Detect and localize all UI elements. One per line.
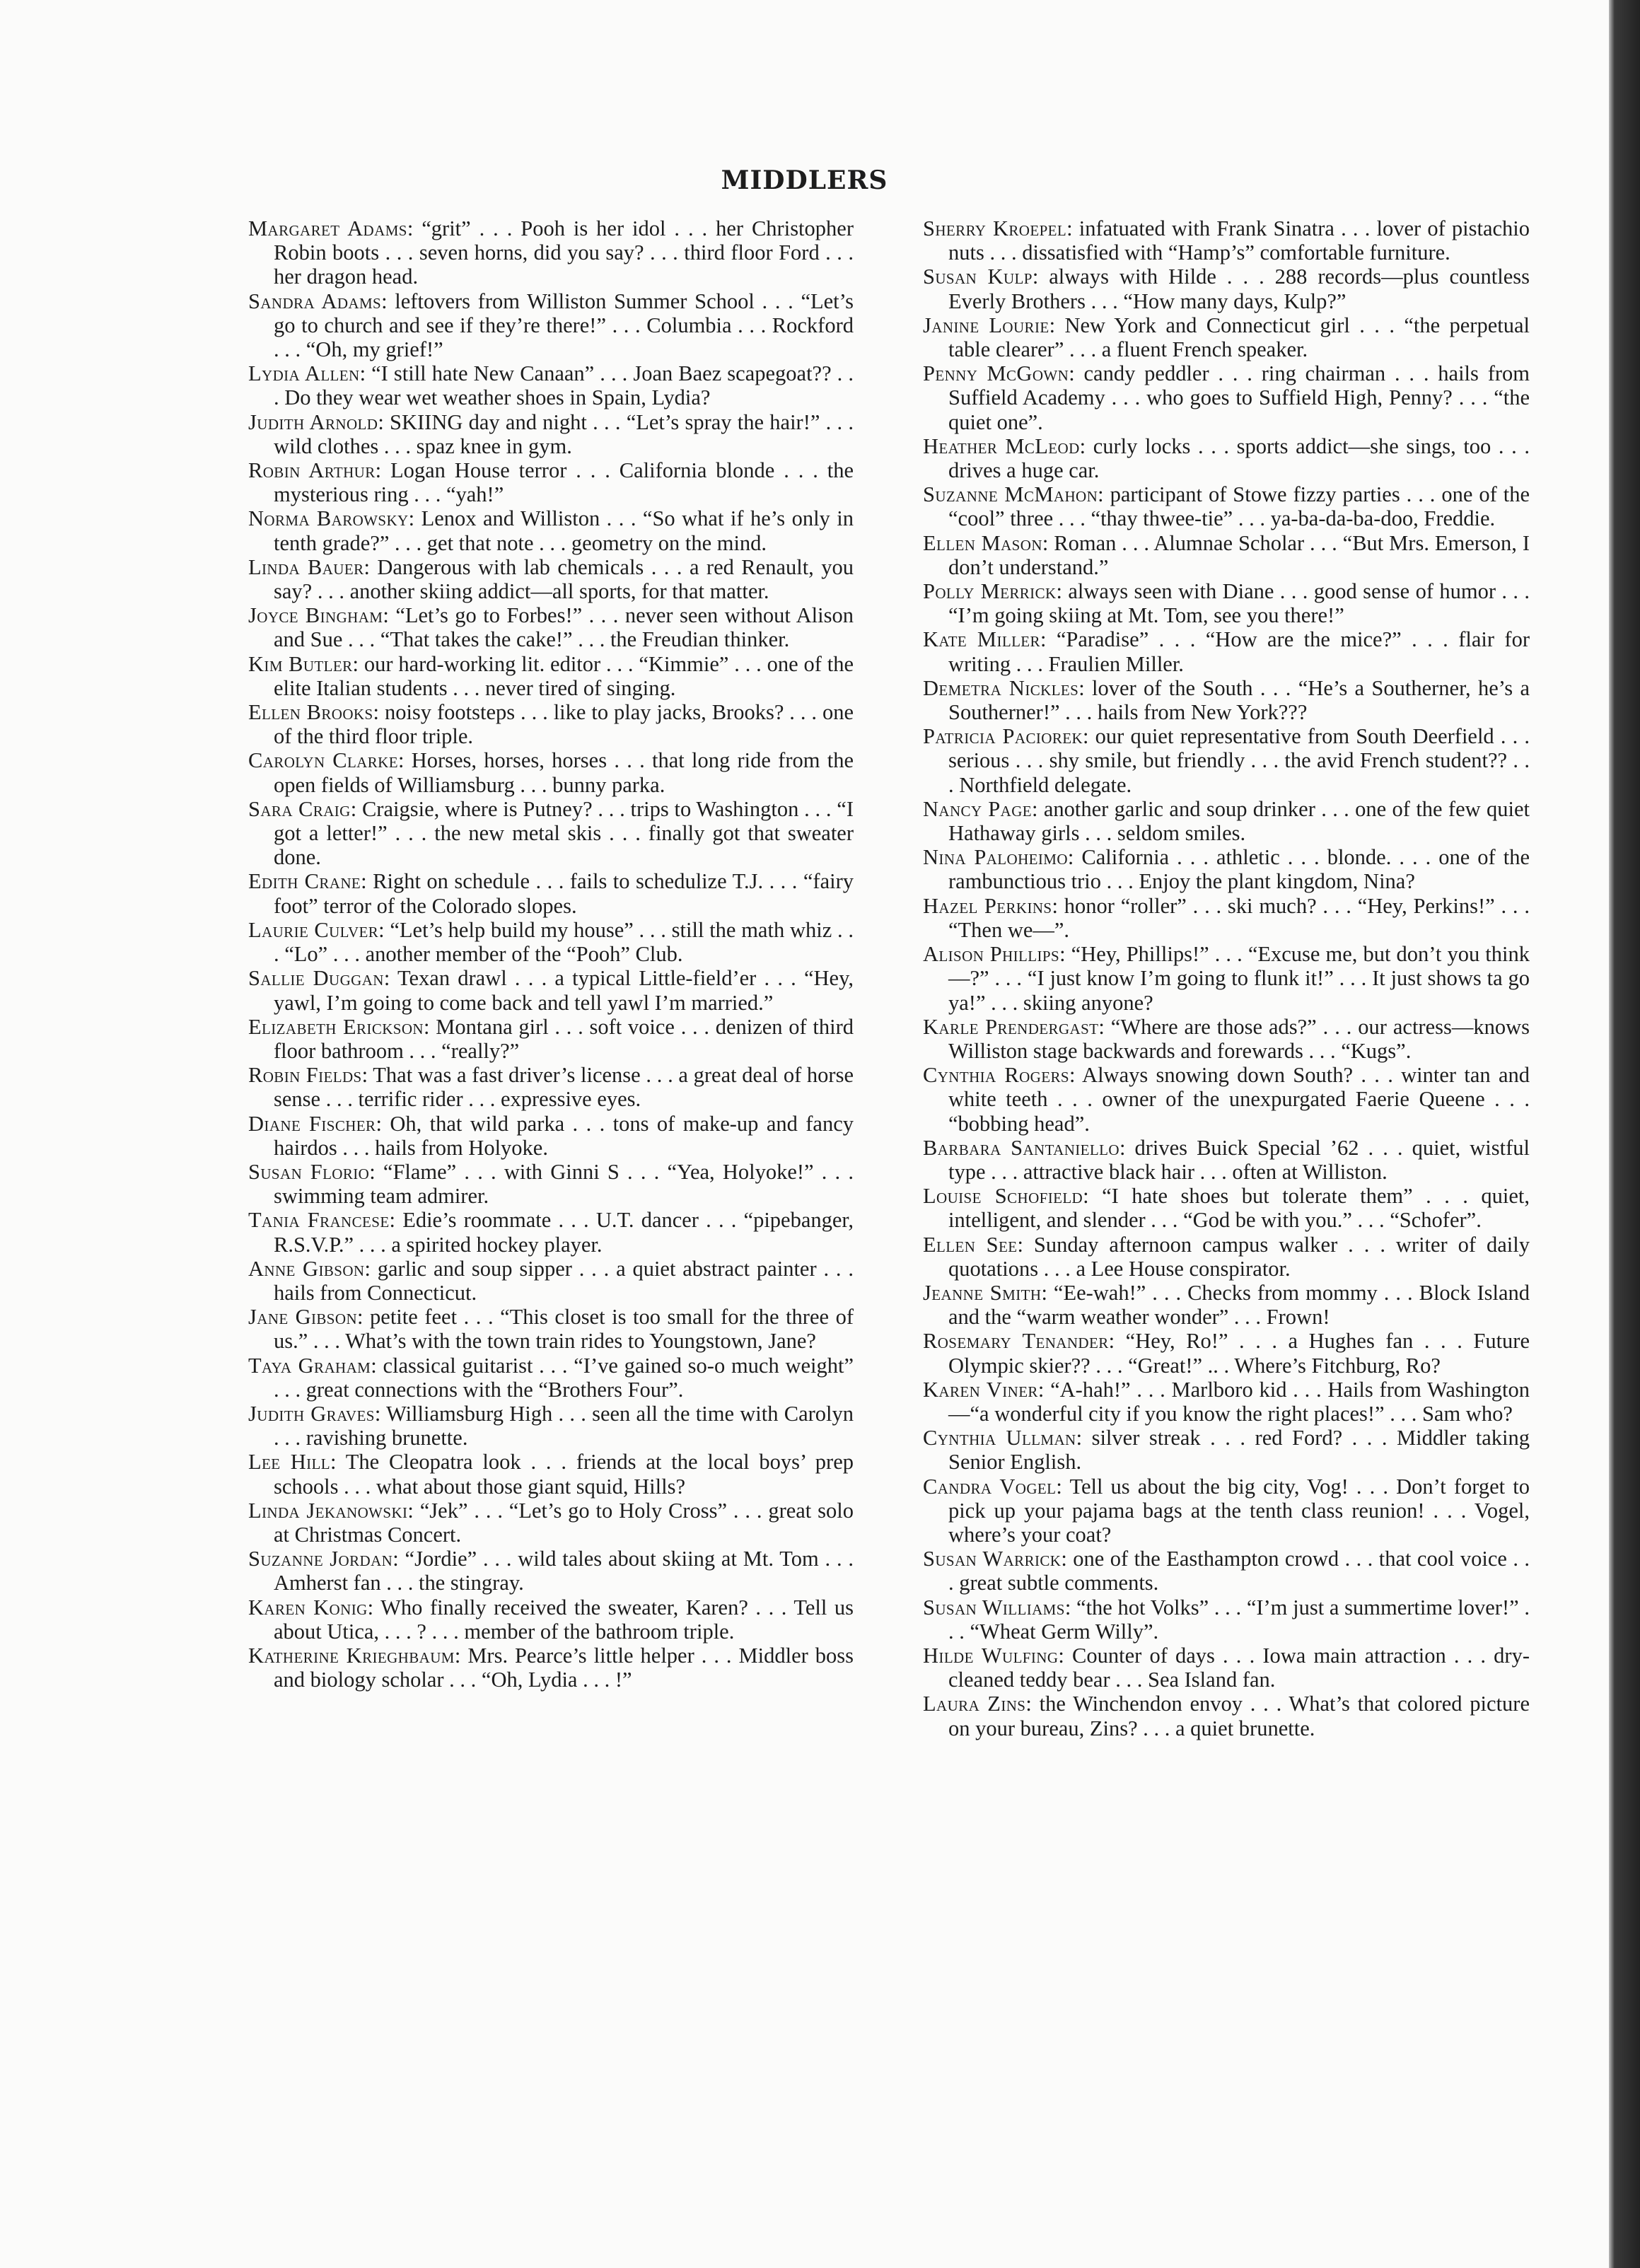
student-entry: Susan Warrick: one of the Easthampton crowd . . . that cool voice . . . great subtle comments. (923, 1547, 1530, 1595)
student-name: Anne Gibson (248, 1256, 365, 1281)
student-description: noisy footsteps . . . like to play jacks, Brooks? . . . one of the third floor triple. (274, 700, 854, 749)
student-description: “Let’s help build my house” . . . still the math whiz . . . “Lo” . . . another member of the “Pooh” Club. (274, 917, 854, 967)
student-entry: Hilde Wulfing: Counter of days . . . Iowa main attraction . . . dry-cleaned teddy bear . . . Sea Island fan. (923, 1643, 1530, 1692)
student-description: honor “roller” . . . ski much? . . . “Hey, Perkins!” . . . “Then we—”. (948, 893, 1530, 942)
student-description: Craigsie, where is Putney? . . . trips to Washington . . . “I got a letter!” . . . the new metal skis . . . finally got that sweater done. (274, 796, 854, 870)
student-description: “grit” . . . Pooh is her idol . . . her Christopher Robin boots . . . seven horns, did you say? . . . third floor Ford . . . her dragon head. (274, 216, 854, 289)
student-description: candy peddler . . . ring chairman . . . hails from Suffield Academy . . . who goes to Suffield High, Penny? . . . “the quiet one”. (948, 361, 1530, 434)
student-entry: Louise Schofield: “I hate shoes but tolerate them” . . . quiet, intelligent, and slender . . . “God be with you.” . . . “Schofer”. (923, 1184, 1530, 1233)
student-entry: Susan Florio: “Flame” . . . with Ginni S . . . “Yea, Holyoke!” . . . swimming team admirer. (248, 1159, 854, 1209)
student-entry: Heather McLeod: curly locks . . . sports addict—she sings, too . . . drives a huge car. (923, 434, 1530, 483)
student-name: Alison Phillips (923, 942, 1060, 967)
student-description: always with Hilde . . . 288 records—plus countless Everly Brothers . . . “How many days, Kulp?” (948, 264, 1530, 313)
student-entry: Diane Fischer: Oh, that wild parka . . . tons of make-up and fancy hairdos . . . hails from Holyoke. (248, 1111, 854, 1160)
student-entry: Jane Gibson: petite feet . . . “This closet is too small for the three of us.” . . . What’s with the town train rides to Youngstown, Jane? (248, 1305, 854, 1354)
student-description: “Let’s go to Forbes!” . . . never seen without Alison and Sue . . . “That takes the cake!” . . . the Freudian thinker. (274, 603, 854, 652)
student-description: Who finally received the sweater, Karen? . . . Tell us about Utica, . . . ? . . . member of the bathroom triple. (274, 1595, 854, 1644)
student-name: Suzanne Jordan (248, 1547, 393, 1571)
student-description: Roman . . . Alumnae Scholar . . . “But Mrs. Emerson, I don’t understand.” (948, 530, 1530, 579)
student-description: That was a fast driver’s license . . . a great deal of horse sense . . . terrific rider . . . expressive eyes. (274, 1063, 854, 1112)
student-name: Sallie Duggan (248, 966, 384, 991)
student-entry: Lydia Allen: “I still hate New Canaan” . . . Joan Baez scapegoat?? . . . Do they wear wet weather shoes in Spain, Lydia? (248, 361, 854, 410)
student-name: Carolyn Clarke (248, 748, 398, 773)
student-name: Diane Fischer (248, 1111, 376, 1136)
student-name: Patricia Paciorek (923, 724, 1083, 749)
student-name: Susan Warrick (923, 1547, 1062, 1571)
student-entry: Norma Barowsky: Lenox and Williston . . . “So what if he’s only in tenth grade?” . . . get that note . . . geometry on the mind. (248, 506, 854, 555)
student-description: Sunday afternoon campus walker . . . writer of daily quotations . . . a Lee House conspirator. (948, 1232, 1530, 1281)
student-description: Dangerous with lab chemicals . . . a red Renault, you say? . . . another skiing addict—all sports, for that matter. (274, 554, 854, 604)
student-name: Robin Fields (248, 1063, 362, 1088)
student-description: “I hate shoes but tolerate them” . . . quiet, intelligent, and slender . . . “God be with you.” . . . “Schofer”. (948, 1184, 1530, 1233)
student-name: Lydia Allen (248, 361, 360, 386)
student-name: Ellen Mason (923, 530, 1042, 555)
student-entry: Elizabeth Erickson: Montana girl . . . soft voice . . . denizen of third floor bathroom . . . “really?” (248, 1014, 854, 1063)
student-entry: Karen Konig: Who finally received the sweater, Karen? . . . Tell us about Utica, . . . ? . . . member of the bathroom triple. (248, 1595, 854, 1644)
student-entry: Kim Butler: our hard-working lit. editor . . . “Kimmie” . . . one of the elite Italian students . . . never tired of singing. (248, 651, 854, 700)
student-entry: Sara Craig: Craigsie, where is Putney? . . . trips to Washington . . . “I got a letter!” . . . the new metal skis . . . finally got that sweater done. (248, 796, 854, 870)
student-name: Susan Kulp (923, 264, 1033, 289)
student-name: Katherine Krieghbaum (248, 1643, 455, 1668)
student-description: participant of Stowe fizzy parties . . . one of the “cool” three . . . “thay thwee-tie” . . . ya-ba-da-ba-doo, Freddie. (948, 482, 1530, 531)
student-name: Candra Vogel (923, 1474, 1057, 1499)
student-entry: Ellen Mason: Roman . . . Alumnae Scholar . . . “But Mrs. Emerson, I don’t understand.” (923, 530, 1530, 579)
student-description: “Flame” . . . with Ginni S . . . “Yea, Holyoke!” . . . swimming team admirer. (274, 1159, 854, 1209)
student-description: infatuated with Frank Sinatra . . . lover of pistachio nuts . . . dissatisfied with “Hamp’s” comfortable furniture. (948, 216, 1530, 265)
student-entry: Ellen Brooks: noisy footsteps . . . like to play jacks, Brooks? . . . one of the third floor triple. (248, 700, 854, 749)
student-entry: Laurie Culver: “Let’s help build my house” . . . still the math whiz . . . “Lo” . . . another member of the “Pooh” Club. (248, 917, 854, 967)
student-name: Nina Paloheimo (923, 845, 1068, 870)
scan-edge (1609, 0, 1640, 2268)
student-entry: Robin Arthur: Logan House terror . . . California blonde . . . the mysterious ring . . . “yah!” (248, 458, 854, 507)
student-description: Counter of days . . . Iowa main attraction . . . dry-cleaned teddy bear . . . Sea Island fan. (948, 1643, 1530, 1692)
student-entry: Judith Arnold: SKIING day and night . . . “Let’s spray the hair!” . . . wild clothes . . . spaz knee in gym. (248, 409, 854, 458)
student-entry: Alison Phillips: “Hey, Phillips!” . . . “Excuse me, but don’t you think—?” . . . “I just know I’m going to flunk it!” . . . It just shows ta go ya!” . . . skiing anyone? (923, 942, 1530, 1015)
right-column (923, 216, 1530, 1740)
student-description: California . . . athletic . . . blonde. . . . one of the rambunctious trio . . . Enjoy the plant kingdom, Nina? (948, 845, 1530, 894)
student-name: Karen Viner (923, 1377, 1038, 1402)
student-description: “I still hate New Canaan” . . . Joan Baez scapegoat?? . . . Do they wear wet weather shoes in Spain, Lydia? (274, 361, 854, 410)
student-name: Rosemary Tenander (923, 1329, 1109, 1354)
student-description: always seen with Diane . . . good sense of humor . . . “I’m going skiing at Mt. Tom, see you there!” (948, 579, 1530, 628)
student-entry: Robin Fields: That was a fast driver’s license . . . a great deal of horse sense . . . terrific rider . . . expressive eyes. (248, 1063, 854, 1112)
student-name: Susan Williams (923, 1595, 1065, 1619)
student-name: Lee Hill (248, 1450, 330, 1475)
student-entry: Joyce Bingham: “Let’s go to Forbes!” . . . never seen without Alison and Sue . . . “That takes the cake!” . . . the Freudian thinker. (248, 603, 854, 652)
student-entry: Edith Crane: Right on schedule . . . fails to schedulize T.J. . . . “fairy foot” terror of the Colorado slopes. (248, 869, 854, 918)
student-name: Susan Florio (248, 1159, 370, 1184)
student-name: Ellen Brooks (248, 700, 373, 725)
student-name: Barbara Santaniello (923, 1135, 1119, 1160)
student-description: petite feet . . . “This closet is too small for the three of us.” . . . What’s with the town train rides to Youngstown, Jane? (274, 1305, 854, 1354)
student-description: Lenox and Williston . . . “So what if he’s only in tenth grade?” . . . get that note . . . geometry on the mind. (274, 506, 854, 555)
student-description: our hard-working lit. editor . . . “Kimmie” . . . one of the elite Italian students . . . never tired of singing. (274, 651, 854, 700)
student-entry: Carolyn Clarke: Horses, horses, horses . . . that long ride from the open fields of Williamsburg . . . bunny parka. (248, 748, 854, 797)
student-description: “Where are those ads?” . . . our actress—knows Williston stage backwards and forewards . . . “Kugs”. (948, 1014, 1530, 1063)
student-entry: Penny McGown: candy peddler . . . ring chairman . . . hails from Suffield Academy . . . who goes to Suffield High, Penny? . . . “the quiet one”. (923, 361, 1530, 434)
student-entry: Suzanne McMahon: participant of Stowe fizzy parties . . . one of the “cool” three . . . “thay thwee-tie” . . . ya-ba-da-ba-doo, Freddie. (923, 482, 1530, 531)
student-entry: Cynthia Rogers: Always snowing down South? . . . winter tan and white teeth . . . owner of the unexpurgated Faerie Queene . . . “bobbing head”. (923, 1063, 1530, 1136)
student-description: Right on schedule . . . fails to schedulize T.J. . . . “fairy foot” terror of the Colorado slopes. (274, 869, 854, 918)
student-name: Cynthia Ullman (923, 1426, 1076, 1450)
page-title: MIDDLERS (721, 165, 888, 195)
student-name: Sandra Adams (248, 289, 382, 313)
student-name: Kim Butler (248, 651, 353, 676)
student-description: “A-hah!” . . . Marlboro kid . . . Hails from Washington—“a wonderful city if you know the right places!” . . . Sam who? (948, 1377, 1530, 1426)
student-name: Joyce Bingham (248, 603, 383, 628)
student-name: Laurie Culver (248, 917, 379, 942)
student-entry: Karen Viner: “A-hah!” . . . Marlboro kid . . . Hails from Washington—“a wonderful city if you know the right places!” . . . Sam who? (923, 1377, 1530, 1426)
student-description: SKIING day and night . . . “Let’s spray the hair!” . . . wild clothes . . . spaz knee in gym. (274, 409, 854, 458)
student-description: “Hey, Ro!” . . . a Hughes fan . . . Future Olympic skier?? . . . “Great!” .. . Where’s Fitchburg, Ro? (948, 1329, 1530, 1378)
student-description: classical guitarist . . . “I’ve gained so-o much weight” . . . great connections with the “Brothers Four”. (274, 1353, 854, 1402)
student-name: Karen Konig (248, 1595, 368, 1619)
student-entry: Tania Francese: Edie’s roommate . . . U.T. dancer . . . “pipebanger, R.S.V.P.” . . . a spirited hockey player. (248, 1208, 854, 1257)
student-name: Hazel Perkins (923, 893, 1052, 918)
student-description: Always snowing down South? . . . winter tan and white teeth . . . owner of the unexpurgated Faerie Queene . . . “bobbing head”. (948, 1063, 1530, 1136)
student-entry: Taya Graham: classical guitarist . . . “I’ve gained so-o much weight” . . . great connections with the “Brothers Four”. (248, 1353, 854, 1402)
student-entry: Margaret Adams: “grit” . . . Pooh is her idol . . . her Christopher Robin boots . . . seven horns, did you say? . . . third floor Ford . . . her dragon head. (248, 216, 854, 289)
student-name: Sherry Kroepel (923, 216, 1067, 240)
student-entry: Hazel Perkins: honor “roller” . . . ski much? . . . “Hey, Perkins!” . . . “Then we—”. (923, 893, 1530, 942)
student-description: Tell us about the big city, Vog! . . . Don’t forget to pick up your pajama bags at the tenth class reunion! . . . Vogel, where’s your coat? (948, 1474, 1530, 1547)
student-description: Edie’s roommate . . . U.T. dancer . . . “pipebanger, R.S.V.P.” . . . a spirited hockey player. (274, 1208, 854, 1257)
student-description: “Hey, Phillips!” . . . “Excuse me, but don’t you think—?” . . . “I just know I’m going to flunk it!” . . . It just shows ta go ya!” . . . skiing anyone? (948, 942, 1530, 1015)
student-description: curly locks . . . sports addict—she sings, too . . . drives a huge car. (948, 434, 1530, 483)
student-description: our quiet representative from South Deerfield . . . serious . . . shy smile, but friendly . . . the avid French student?? . . . Northfield delegate. (948, 724, 1530, 797)
student-entry: Lee Hill: The Cleopatra look . . . friends at the local boys’ prep schools . . . what about those giant squid, Hills? (248, 1450, 854, 1499)
student-name: Karle Prendergast (923, 1014, 1099, 1039)
student-entry: Katherine Krieghbaum: Mrs. Pearce’s little helper . . . Middler boss and biology scholar . . . “Oh, Lydia . . . !” (248, 1643, 854, 1692)
student-name: Heather McLeod (923, 434, 1080, 458)
left-column (248, 216, 854, 1692)
student-description: “Ee-wah!” . . . Checks from mommy . . . Block Island and the “warm weather wonder” . . . Frown! (948, 1280, 1530, 1330)
student-name: Judith Arnold (248, 409, 378, 434)
student-name: Norma Barowsky (248, 506, 409, 531)
student-entry: Nina Paloheimo: California . . . athletic . . . blonde. . . . one of the rambunctious trio . . . Enjoy the plant kingdom, Nina? (923, 845, 1530, 894)
student-entry: Linda Bauer: Dangerous with lab chemicals . . . a red Renault, you say? . . . another skiing addict—all sports, for that matter. (248, 554, 854, 604)
student-name: Cynthia Rogers (923, 1063, 1069, 1088)
student-name: Judith Graves (248, 1401, 375, 1426)
student-name: Jane Gibson (248, 1305, 358, 1330)
student-name: Ellen See (923, 1232, 1018, 1257)
student-name: Janine Lourie (923, 313, 1049, 337)
student-name: Demetra Nickles (923, 675, 1079, 700)
student-entry: Ellen See: Sunday afternoon campus walker . . . writer of daily quotations . . . a Lee House conspirator. (923, 1232, 1530, 1281)
student-description: Texan drawl . . . a typical Little-field’er . . . “Hey, yawl, I’m going to come back and tell yawl I’m married.” (274, 966, 854, 1015)
student-name: Nancy Page (923, 796, 1033, 821)
student-entry: Judith Graves: Williamsburg High . . . seen all the time with Carolyn . . . ravishing brunette. (248, 1401, 854, 1450)
student-description: Oh, that wild parka . . . tons of make-up and fancy hairdos . . . hails from Holyoke. (274, 1111, 854, 1160)
student-entry: Laura Zins: the Winchendon envoy . . . What’s that colored picture on your bureau, Zins? . . . a quiet brunette. (923, 1692, 1530, 1740)
student-entry: Polly Merrick: always seen with Diane . . . good sense of humor . . . “I’m going skiing at Mt. Tom, see you there!” (923, 579, 1530, 628)
student-description: “Jek” . . . “Let’s go to Holy Cross” . . . great solo at Christmas Concert. (274, 1498, 854, 1547)
student-name: Suzanne McMahon (923, 482, 1098, 507)
student-name: Laura Zins (923, 1692, 1026, 1716)
student-entry: Demetra Nickles: lover of the South . . . “He’s a Southerner, he’s a Southerner!” . . . hails from New York??? (923, 675, 1530, 725)
student-name: Tania Francese (248, 1208, 390, 1233)
student-entry: Cynthia Ullman: silver streak . . . red Ford? . . . Middler taking Senior English. (923, 1426, 1530, 1475)
student-description: New York and Connecticut girl . . . “the perpetual table clearer” . . . a fluent French speaker. (948, 313, 1530, 362)
student-description: garlic and soup sipper . . . a quiet abstract painter . . . hails from Connecticut. (274, 1256, 854, 1305)
student-description: Mrs. Pearce’s little helper . . . Middler boss and biology scholar . . . “Oh, Lydia . . . !” (274, 1643, 854, 1692)
student-description: Horses, horses, horses . . . that long ride from the open fields of Williamsburg . . . bunny parka. (274, 748, 854, 797)
student-entry: Sandra Adams: leftovers from Williston Summer School . . . “Let’s go to church and see if they’re there!” . . . Columbia . . . Rockford . . . “Oh, my grief!” (248, 289, 854, 362)
student-name: Polly Merrick (923, 579, 1057, 604)
student-entry: Anne Gibson: garlic and soup sipper . . . a quiet abstract painter . . . hails from Connecticut. (248, 1256, 854, 1305)
student-description: another garlic and soup drinker . . . one of the few quiet Hathaway girls . . . seldom smiles. (948, 796, 1530, 846)
student-entry: Jeanne Smith: “Ee-wah!” . . . Checks from mommy . . . Block Island and the “warm weather wonder” . . . Frown! (923, 1280, 1530, 1330)
student-name: Margaret Adams (248, 216, 407, 240)
student-entry: Barbara Santaniello: drives Buick Special ’62 . . . quiet, wistful type . . . attractive black hair . . . often at Williston. (923, 1135, 1530, 1184)
student-entry: Karle Prendergast: “Where are those ads?” . . . our actress—knows Williston stage backwards and forewards . . . “Kugs”. (923, 1014, 1530, 1063)
student-entry: Candra Vogel: Tell us about the big city, Vog! . . . Don’t forget to pick up your pajama bags at the tenth class reunion! . . . Vogel, where’s your coat? (923, 1474, 1530, 1547)
student-entry: Janine Lourie: New York and Connecticut girl . . . “the perpetual table clearer” . . . a fluent French speaker. (923, 313, 1530, 362)
student-name: Louise Schofield (923, 1184, 1083, 1209)
student-description: one of the Easthampton crowd . . . that cool voice . . . great subtle comments. (948, 1547, 1530, 1595)
student-name: Penny McGown (923, 361, 1069, 386)
student-name: Kate Miller (923, 627, 1040, 652)
student-description: silver streak . . . red Ford? . . . Middler taking Senior English. (948, 1426, 1530, 1475)
student-name: Hilde Wulfing (923, 1643, 1059, 1668)
student-description: The Cleopatra look . . . friends at the local boys’ prep schools . . . what about those giant squid, Hills? (274, 1450, 854, 1499)
student-name: Linda Jekanowski (248, 1498, 408, 1523)
student-name: Edith Crane (248, 869, 361, 894)
student-description: Williamsburg High . . . seen all the time with Carolyn . . . ravishing brunette. (274, 1401, 854, 1450)
student-description: “Jordie” . . . wild tales about skiing at Mt. Tom . . . Amherst fan . . . the stingray. (274, 1547, 854, 1595)
student-entry: Nancy Page: another garlic and soup drinker . . . one of the few quiet Hathaway girls . . . seldom smiles. (923, 796, 1530, 846)
student-entry: Sherry Kroepel: infatuated with Frank Sinatra . . . lover of pistachio nuts . . . dissatisfied with “Hamp’s” comfortable furniture. (923, 216, 1530, 265)
student-name: Elizabeth Erickson (248, 1014, 424, 1039)
student-description: Logan House terror . . . California blonde . . . the mysterious ring . . . “yah!” (274, 458, 854, 507)
student-name: Sara Craig (248, 796, 351, 821)
student-name: Taya Graham (248, 1353, 371, 1378)
student-name: Jeanne Smith (923, 1280, 1042, 1305)
student-description: “the hot Volks” . . . “I’m just a summertime lover!” . . . “Wheat Germ Willy”. (948, 1595, 1530, 1644)
student-description: lover of the South . . . “He’s a Southerner, he’s a Southerner!” . . . hails from New York??? (948, 675, 1530, 725)
student-entry: Kate Miller: “Paradise” . . . “How are the mice?” . . . flair for writing . . . Fraulien Miller. (923, 627, 1530, 676)
student-entry: Suzanne Jordan: “Jordie” . . . wild tales about skiing at Mt. Tom . . . Amherst fan . . . the stingray. (248, 1547, 854, 1595)
student-entry: Linda Jekanowski: “Jek” . . . “Let’s go to Holy Cross” . . . great solo at Christmas Concert. (248, 1498, 854, 1547)
student-entry: Rosemary Tenander: “Hey, Ro!” . . . a Hughes fan . . . Future Olympic skier?? . . . “Great!” .. . Where’s Fitchburg, Ro? (923, 1329, 1530, 1378)
student-entry: Sallie Duggan: Texan drawl . . . a typical Little-field’er . . . “Hey, yawl, I’m going to come back and tell yawl I’m married.” (248, 966, 854, 1015)
student-description: “Paradise” . . . “How are the mice?” . . . flair for writing . . . Fraulien Miller. (948, 627, 1530, 676)
student-entry: Susan Williams: “the hot Volks” . . . “I’m just a summertime lover!” . . . “Wheat Germ Willy”. (923, 1595, 1530, 1644)
student-name: Robin Arthur (248, 458, 376, 483)
student-description: drives Buick Special ’62 . . . quiet, wistful type . . . attractive black hair . . . often at Williston. (948, 1135, 1530, 1184)
student-description: Montana girl . . . soft voice . . . denizen of third floor bathroom . . . “really?” (274, 1014, 854, 1063)
student-name: Linda Bauer (248, 554, 364, 579)
student-description: leftovers from Williston Summer School . . . “Let’s go to church and see if they’re there!” . . . Columbia . . . Rockford . . . “Oh, my grief!” (274, 289, 854, 362)
student-entry: Patricia Paciorek: our quiet representative from South Deerfield . . . serious . . . shy smile, but friendly . . . the avid French student?? . . . Northfield delegate. (923, 724, 1530, 797)
student-description: the Winchendon envoy . . . What’s that colored picture on your bureau, Zins? . . . a quiet brunette. (948, 1692, 1530, 1740)
student-entry: Susan Kulp: always with Hilde . . . 288 records—plus countless Everly Brothers . . . “How many days, Kulp?” (923, 264, 1530, 313)
